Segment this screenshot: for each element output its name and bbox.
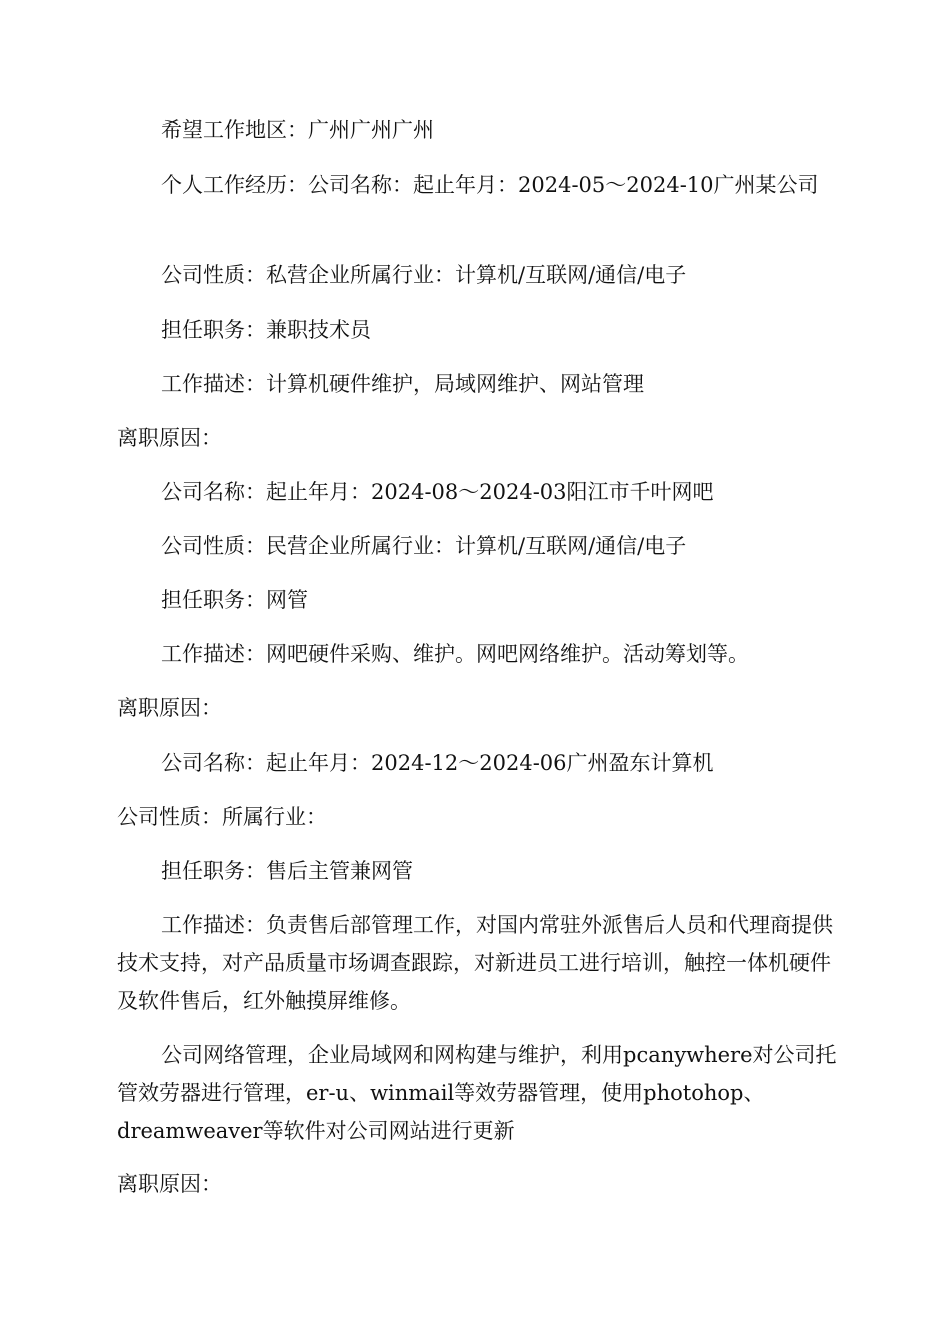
company-1-description: 工作描述：计算机硬件维护，局域网维护、网站管理 <box>161 372 644 396</box>
company-2-position: 担任职务：网管 <box>161 588 308 612</box>
company-3-name-period: 公司名称：起止年月：2024-12～2024-06广州盈东计算机 <box>161 751 714 775</box>
company-2-nature: 公司性质：民营企业所属行业：计算机/互联网/通信/电子 <box>161 534 687 558</box>
company-3-leaving-reason: 离职原因： <box>117 1172 222 1196</box>
company-2-name-period: 公司名称：起止年月：2024-08～2024-03阳江市千叶网吧 <box>161 480 714 504</box>
company-3-description: 工作描述：负责售后部管理工作，对国内常驻外派售后人员和代理商提供技术支持，对产品质量市场调查跟踪，对新进员工进行培训，触控一体机硬件及软件售后，红外触摸屏维修。 <box>117 913 833 1013</box>
company-2-description: 工作描述：网吧硬件采购、维护。网吧网络维护。活动筹划等。 <box>161 642 749 666</box>
company-3-network-management: 公司网络管理，企业局域网和网构建与维护，利用pcanywhere对公司托管效劳器进行管理，er-u、winmail等效劳器管理，使用photohop、dreamweaver等软件对公司网站进行更新 <box>117 1043 837 1143</box>
company-3-nature: 公司性质：所属行业： <box>117 805 327 829</box>
desired-work-location: 希望工作地区：广州广州广州 <box>161 118 434 142</box>
company-3-position: 担任职务：售后主管兼网管 <box>161 859 413 883</box>
company-1-nature: 公司性质：私营企业所属行业：计算机/互联网/通信/电子 <box>161 263 687 287</box>
company-2-leaving-reason: 离职原因： <box>117 696 222 720</box>
company-1-leaving-reason: 离职原因： <box>117 426 222 450</box>
work-experience-intro: 个人工作经历：公司名称：起止年月：2024-05～2024-10广州某公司 <box>161 173 819 197</box>
company-1-position: 担任职务：兼职技术员 <box>161 318 371 342</box>
